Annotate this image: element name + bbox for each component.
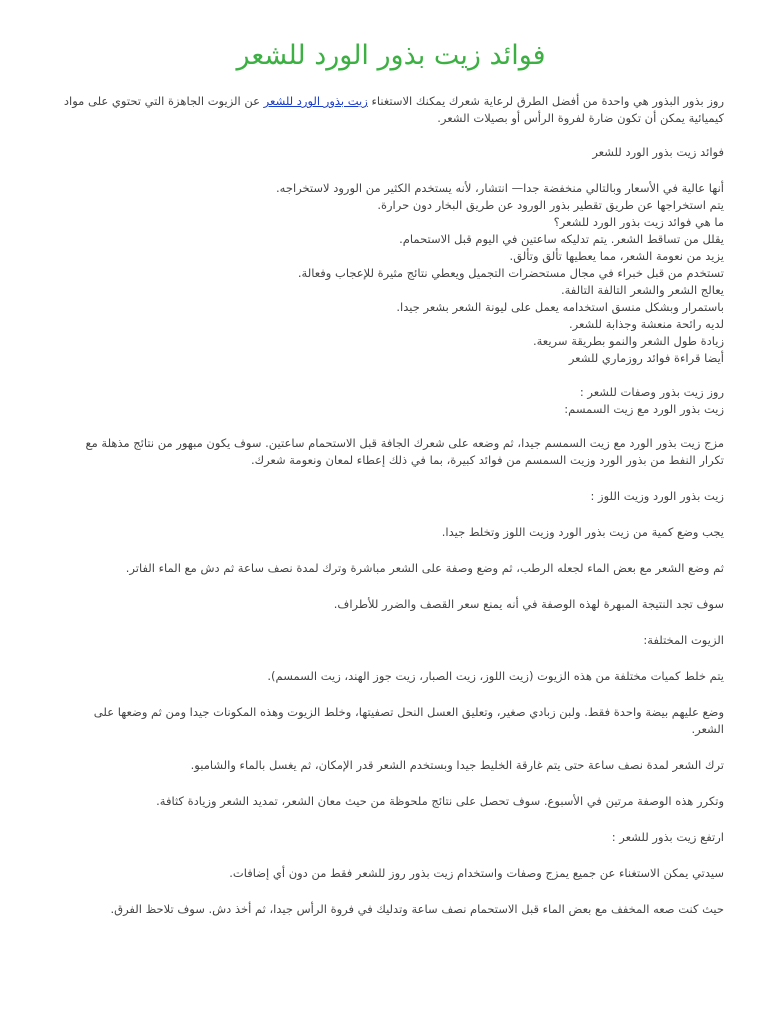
recipes-heading: روز زيت بذور وصفات للشعر :	[579, 385, 724, 399]
oils-paragraph: يتم خلط كميات مختلفة من هذه الزيوت (زيت اللوز، زيت الصبار، زيت جوز الهند، زيت السمسم).	[267, 669, 724, 683]
pure-oil-heading: ارتفع زيت بذور للشعر :	[611, 830, 724, 844]
recipe2-heading: زيت بذور الورد وزيت اللوز :	[590, 489, 724, 503]
list-item: يزيد من نعومة الشعر، مما يعطيها تألق وتألق.	[509, 249, 724, 263]
oils-paragraph: ترك الشعر لمدة نصف ساعة حتى يتم غارقة الخليط جيدا وبستخدم الشعر قدر الإمكان، ثم يغسل بالماء والشامبو.	[190, 758, 724, 772]
intro-paragraph	[58, 93, 724, 127]
page-title: فوائد زيت بذور الورد للشعر	[236, 40, 546, 71]
hair-oil-link[interactable]: زيت بذور الورد للشعر	[263, 94, 368, 108]
oils-heading: الزيوت المختلفة:	[643, 633, 724, 647]
list-item: يقلل من تساقط الشعر. يتم تدليكه ساعتين في اليوم قبل الاستحمام.	[399, 232, 724, 246]
intro-text-start: روز بذور البذور هي واحدة من أفضل الطرق لرعاية شعرك يمكنك الاستغناء	[367, 94, 724, 108]
oils-paragraph: وضع عليهم بيضة واحدة فقط. ولبن زبادي صغير، وتعليق العسل النحل تصفيتها، وخلط الزيوت وهذه المكونات جيدا ومن ثم وضعها على الشعر.	[93, 705, 724, 736]
oils-paragraph: وتكرر هذه الوصفة مرتين في الأسبوع. سوف تحصل على نتائج ملحوظة من حيث معان الشعر، تمديد الشعر وزيادة كثافة.	[156, 794, 724, 808]
recipe2-step: ثم وضع الشعر مع بعض الماء لجعله الرطب، ثم وضع وصفة على الشعر مباشرة وترك لمدة نصف ساعة ثم دش مع الماء الفاتر.	[125, 561, 724, 575]
recipe1-heading: زيت بذور الورد مع زيت السمسم:	[564, 402, 724, 416]
recipe1-body: مزج زيت بذور الورد مع زيت السمسم جيدا، ثم وضعه على شعرك الجافة قبل الاستحمام ساعتين. سوف يكون مبهور من نتائج مذهلة مع تكرار النفط من بذور الورد وزيت السمسم من فوائد كبيرة، بما في ذلك إعطاء لمعان ونعومة شعرك.	[85, 436, 724, 467]
list-item: يتم استخراجها عن طريق تقطير بذور الورود عن طريق البخار دون حرارة.	[377, 198, 724, 212]
recipe2-result: سوف تجد النتيجة المبهرة لهذه الوصفة في أنه يمنع سعر القصف والضرر للأطراف.	[333, 597, 724, 611]
recipe2-step: يجب وضع كمية من زيت بذور الورد وزيت اللوز وتخلط جيدا.	[441, 525, 724, 539]
pure-oil-paragraph: حيث كنت صعه المخفف مع بعض الماء قبل الاستحمام نصف ساعة وتدليك في فروة الرأس جيدا، ثم أخذ دش. سوف تلاحظ الفرق.	[110, 902, 724, 916]
list-item: زيادة طول الشعر والنمو بطريقة سريعة.	[532, 334, 724, 348]
list-item: أيضا قراءة فوائد روزماري للشعر	[568, 351, 724, 365]
intro-text-end: عن الزيوت الجاهزة التي تحتوي على مواد كيميائية يمكن أن تكون ضارة لفروة الرأس أو بصيلات الشعر.	[63, 94, 724, 125]
list-item: أنها عالية في الأسعار وبالتالي منخفضة جدا— انتشار، لأنه يستخدم الكثير من الورود لاستخراجه.	[276, 181, 724, 195]
list-item: ما هي فوائد زيت بذور الورد للشعر؟	[553, 215, 724, 229]
list-item: يعالج الشعر والشعر التالفة التالفة.	[560, 283, 724, 297]
list-item: تستخدم من قبل خبراء في مجال مستحضرات التجميل ويعطي نتائج مثيرة للإعجاب وفعالة.	[297, 266, 724, 280]
benefits-subtitle: فوائد زيت بذور الورد للشعر	[592, 145, 724, 159]
article	[58, 40, 724, 918]
list-item: باستمرار وبشكل منسق استخدامه يعمل على ليونة الشعر بشعر جيدا.	[396, 300, 724, 314]
recipes-section	[58, 384, 724, 418]
list-item: لديه رائحة منعشة وجذابة للشعر.	[568, 317, 724, 331]
pure-oil-paragraph: سيدتي يمكن الاستغناء عن جميع يمزج وصفات واستخدام زيت بذور روز للشعر فقط من دون أي إضافات.	[229, 866, 724, 880]
benefits-list	[58, 180, 724, 367]
